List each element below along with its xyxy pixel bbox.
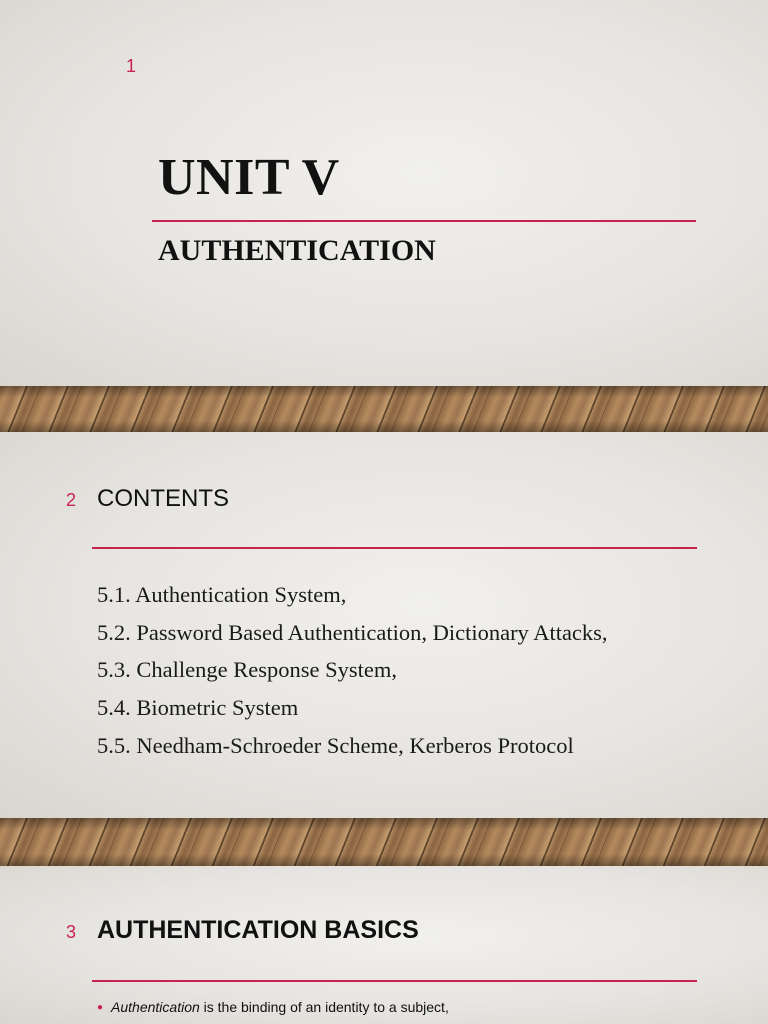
list-item: 5.2. Password Based Authentication, Dictionary Attacks,: [97, 619, 608, 645]
slide-number: 3: [66, 922, 77, 942]
slide-3: [0, 866, 768, 1024]
wood-floor-divider: [0, 386, 768, 432]
slide-2: [0, 432, 768, 818]
list-item: 5.1. Authentication System,: [97, 582, 347, 607]
heading-divider: [92, 547, 697, 549]
bullet-icon: ●: [97, 1002, 104, 1013]
bullet-item: [97, 999, 449, 1015]
slide-number: 2: [66, 490, 77, 510]
slide-number: 1: [126, 56, 137, 76]
bullet-term: Authentication: [111, 999, 200, 1015]
slide-heading: CONTENTS: [97, 485, 229, 512]
heading-divider: [92, 980, 697, 982]
slide-1: [0, 0, 768, 386]
list-item: 5.3. Challenge Response System,: [97, 657, 397, 683]
contents-list: [97, 576, 608, 765]
title-divider: [152, 220, 696, 222]
bullet-text: is the binding of an identity to a subject,: [199, 999, 449, 1015]
list-item: 5.5. Needham-Schroeder Scheme, Kerberos Protocol: [97, 732, 574, 758]
slide-title: UNIT V: [158, 149, 340, 206]
list-item: 5.4. Biometric System: [97, 695, 299, 721]
wood-floor-divider: [0, 818, 768, 866]
slide-heading: AUTHENTICATION BASICS: [97, 916, 419, 944]
slide-subtitle: AUTHENTICATION: [158, 234, 436, 267]
